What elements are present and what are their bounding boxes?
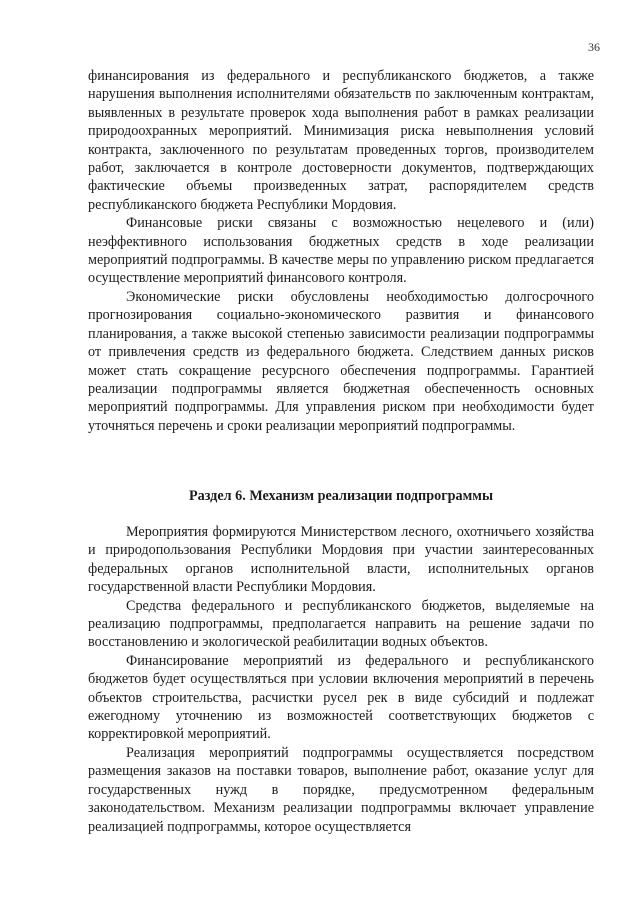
- paragraph: Экономические риски обусловлены необходимостью долгосрочного прогнозирования социально-экономического развития и финансового планирования, а также высокой степенью зависимости реализации подпрограммы от привлечения средств из федерального бюджета. Следствием данных рисков может стать сокращение ресурсного обеспечения подпрограммы. Гарантией реализации подпрограммы является бюджетная обеспеченность основных мероприятий подпрограммы. Для управления риском при необходимости будет уточняться перечень и сроки реализации мероприятий подпрограммы.: [88, 288, 594, 434]
- paragraph: Средства федерального и республиканского бюджетов, выделяемые на реализацию подпрограммы, предполагается направить на решение задачи по восстановлению и экологической реабилитации водных объектов.: [88, 597, 594, 651]
- paragraph: Финансирование мероприятий из федерального и республиканского бюджетов будет осуществляться при условии включения мероприятий в перечень объектов строительства, расчистки русел рек в виде субсидий и подлежат ежегодному уточнению из возможностей соответствующих бюджетов с корректировкой мероприятий.: [88, 652, 594, 743]
- paragraph: Реализация мероприятий подпрограммы осуществляется посредством размещения заказов на поставки товаров, выполнение работ, оказание услуг для государственных нужд в порядке, предусмотренном федеральным законодательством. Механизм реализации подпрограммы включает управление реализацией подпрограммы, которое осуществляется: [88, 744, 594, 835]
- paragraph: Финансовые риски связаны с возможностью нецелевого и (или) неэффективного использования бюджетных средств в ходе реализации мероприятий подпрограммы. В качестве меры по управлению риском предлагается осуществление мероприятий финансового контроля.: [88, 215, 594, 287]
- text-block-top: [88, 67, 594, 435]
- text-block-bottom: [88, 523, 594, 836]
- section-heading: Раздел 6. Механизм реализации подпрограммы: [188, 488, 494, 504]
- paragraph: финансирования из федерального и республиканского бюджетов, а также нарушения выполнения исполнителями обязательств по заключенным контрактам, выявленных в результате проверок хода выполнения работ в рамках реализации природоохранных мероприятий. Минимизация риска невыполнения условий контракта, заключенного по результатам проведенных торгов, производителем работ, заключается в контроле достоверности документов, подтверждающих фактические объемы произведенных затрат, распорядителем средств республиканского бюджета Республики Мордовия.: [88, 68, 594, 213]
- paragraph: Мероприятия формируются Министерством лесного, охотничьего хозяйства и природопользования Республики Мордовия при участии заинтересованных федеральных органов исполнительной власти, исполнительных органов государственной власти Республики Мордовия.: [88, 524, 594, 596]
- page-number: 36: [588, 40, 600, 54]
